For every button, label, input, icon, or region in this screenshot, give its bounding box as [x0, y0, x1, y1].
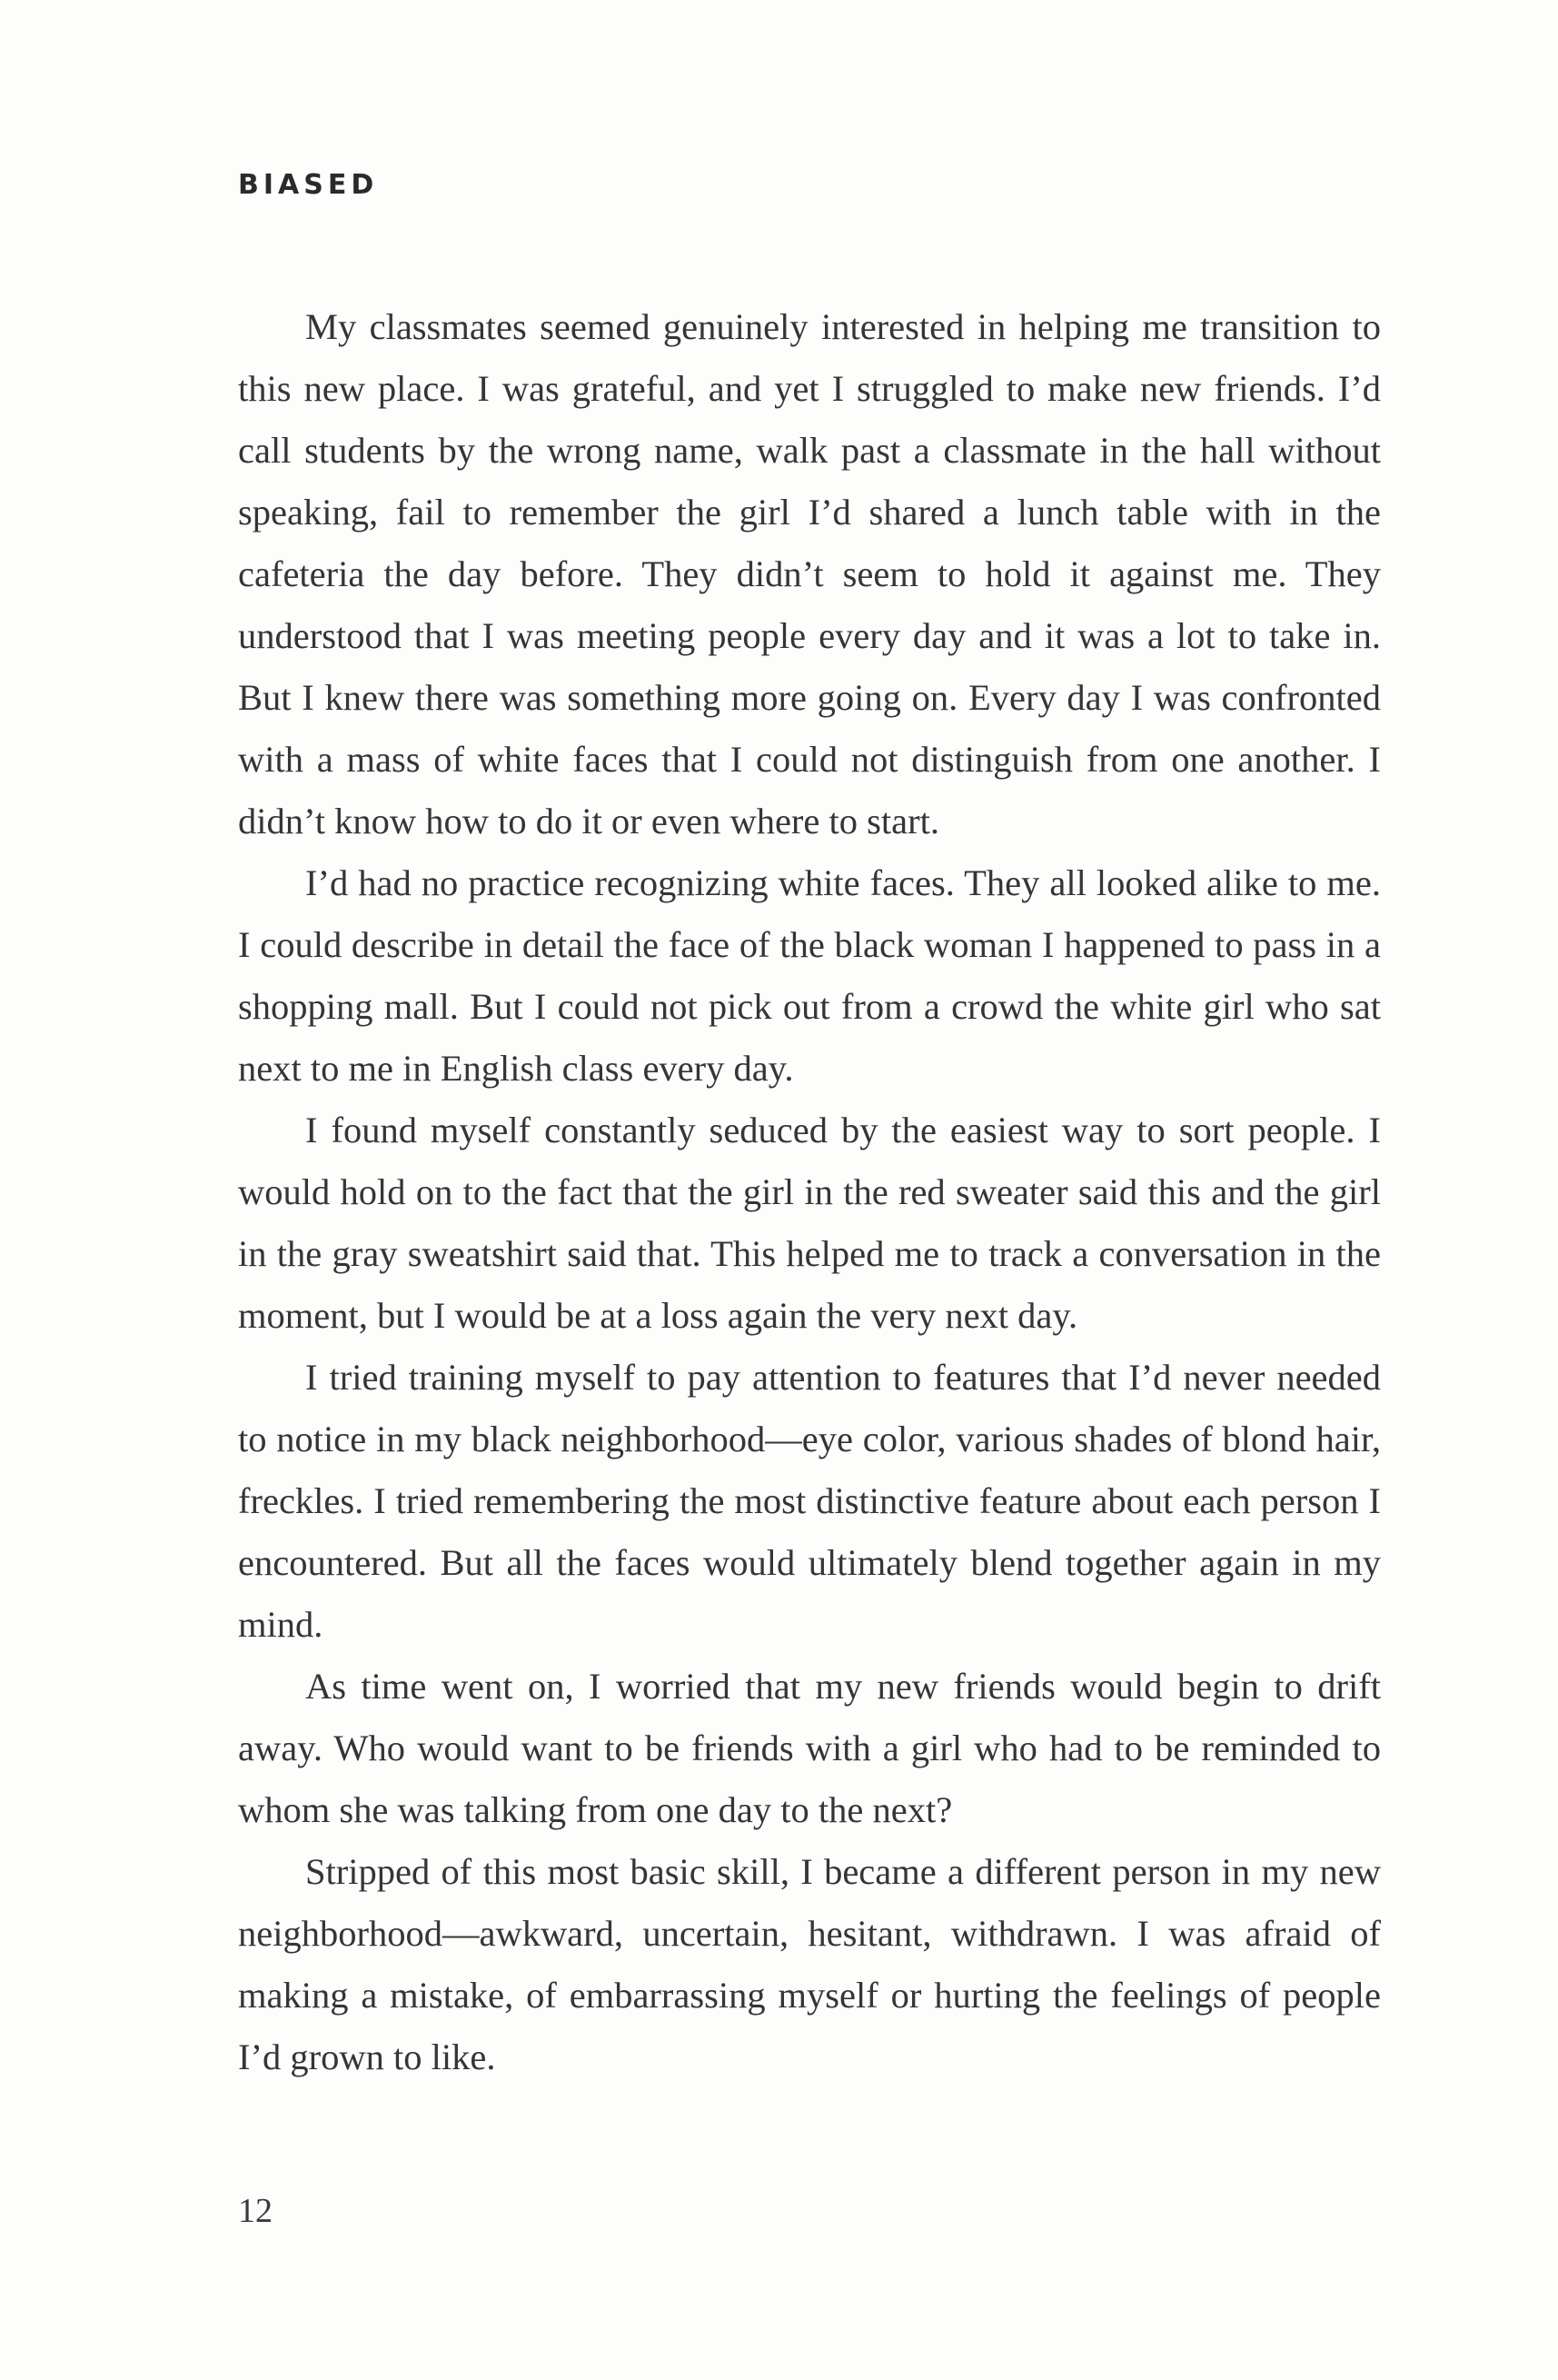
- paragraph-6: Stripped of this most basic skill, I became a different person in my new neighborhood—awkward, uncertain, hesitant, withdrawn. I was afraid of making a mistake, of embarrassing myself or hurting the feelings of people I’d grown to like.: [238, 1851, 1381, 2077]
- paragraph-3: I found myself constantly seduced by the easiest way to sort people. I would hold on to the fact that the girl in the red sweater said this and the girl in the gray sweatshirt said that. This helped me to track a conversation in the moment, but I would be at a loss again the very next day.: [238, 1110, 1381, 1336]
- paragraph-1: My classmates seemed genuinely interested in helping me transition to this new place. I was grateful, and yet I struggled to make new friends. I’d call students by the wrong name, walk past a classmate in the hall without speaking, fail to remember the girl I’d shared a lunch table with in the cafeteria the day before. They didn’t seem to hold it against me. They understood that I was meeting people every day and it was a lot to take in. But I knew there was something more going on. Every day I was confronted with a mass of white faces that I could not distinguish from one another. I didn’t know how to do it or even where to start.: [238, 306, 1381, 841]
- body-text: [238, 296, 1381, 2088]
- paragraph-2: I’d had no practice recognizing white faces. They all looked alike to me. I could describe in detail the face of the black woman I happened to pass in a shopping mall. But I could not pick out from a crowd the white girl who sat next to me in English class every day.: [238, 862, 1381, 1089]
- paragraph-5: As time went on, I worried that my new friends would begin to drift away. Who would want to be friends with a girl who had to be reminded to whom she was talking from one day to the next?: [238, 1666, 1381, 1830]
- paragraph-4: I tried training myself to pay attention to features that I’d never needed to notice in my black neighborhood—eye color, various shades of blond hair, freckles. I tried remembering the most distinctive feature about each person I encountered. But all the faces would ultimately blend together again in my mind.: [238, 1357, 1381, 1645]
- running-head: BIASED: [238, 169, 379, 201]
- page-number: 12: [238, 2192, 273, 2230]
